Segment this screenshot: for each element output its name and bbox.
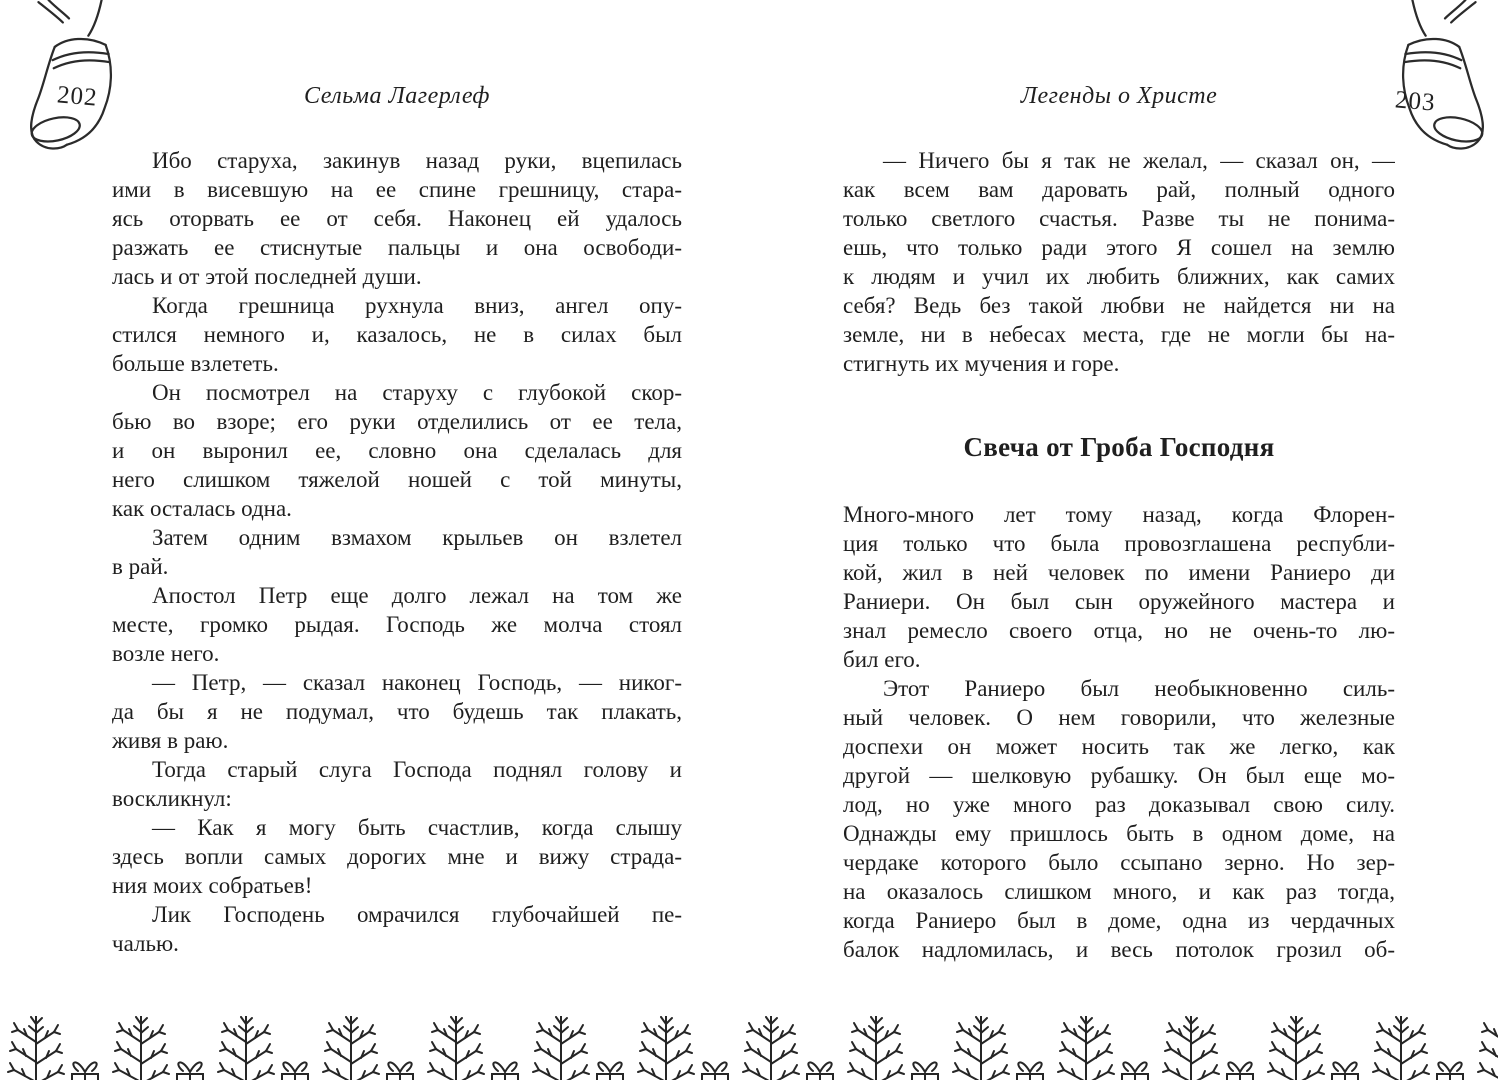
- christmas-tree-sprig-icon: [321, 1016, 381, 1080]
- running-head-title: Легенды о Христе: [1020, 83, 1218, 109]
- gift-box-icon: [1328, 1046, 1362, 1080]
- text-line: ими в висевшую на ее спине грешницу, стара-: [112, 177, 682, 202]
- border-unit: [1365, 1016, 1470, 1080]
- christmas-tree-sprig-icon: [1476, 1016, 1498, 1080]
- right-page-text-after-heading: [843, 500, 1395, 964]
- border-unit: [1470, 1016, 1498, 1080]
- christmas-tree-sprig-icon: [216, 1016, 276, 1080]
- text-line: ния моих собратьев!: [112, 873, 313, 898]
- gift-box-icon: [1433, 1046, 1467, 1080]
- text-line: месте, громко рыдая. Господь же молча стоял: [112, 612, 682, 637]
- left-page-text: [112, 146, 682, 958]
- text-line: чалью.: [112, 931, 179, 956]
- gift-box-icon: [1013, 1046, 1047, 1080]
- text-line: когда Раниеро был в доме, одна из чердачных: [843, 908, 1395, 933]
- right-page-text: [843, 146, 1395, 964]
- text-line: разжать ее стиснутые пальцы и она освободи-: [112, 235, 682, 260]
- text-line: Лик Господень омрачился глубочайшей пе-: [152, 902, 682, 927]
- text-line: только светлого счастья. Разве ты не понима-: [843, 206, 1395, 231]
- right-page-text-before-heading: [843, 146, 1395, 378]
- border-unit: [105, 1016, 210, 1080]
- christmas-tree-sprig-icon: [6, 1016, 66, 1080]
- text-line: — Как я могу быть счастлив, когда слышу: [152, 815, 682, 840]
- text-line: себя? Ведь без такой любви не найдется ни на: [843, 293, 1395, 318]
- text-line: Однажды ему пришлось быть в одном доме, на: [843, 821, 1395, 846]
- text-line: доспехи он может носить так же легко, как: [843, 734, 1395, 759]
- text-line: Этот Раниеро был необыкновенно силь-: [883, 676, 1395, 701]
- gift-box-icon: [698, 1046, 732, 1080]
- text-line: чердаке которого было ссыпано зерно. Но зер-: [843, 850, 1395, 875]
- text-line: воскликнул:: [112, 786, 232, 811]
- text-line: ция только что была провозглашена республи-: [843, 531, 1395, 556]
- gift-box-icon: [278, 1046, 312, 1080]
- text-line: Когда грешница рухнула вниз, ангел опу-: [152, 293, 682, 318]
- christmas-tree-sprig-icon: [531, 1016, 591, 1080]
- gift-box-icon: [1118, 1046, 1152, 1080]
- text-line: да бы я не подумал, что будешь так плакать,: [112, 699, 682, 724]
- text-line: бил его.: [843, 647, 921, 672]
- border-unit: [210, 1016, 315, 1080]
- text-line: Апостол Петр еще долго лежал на том же: [152, 583, 682, 608]
- chapter-heading: Свеча от Гроба Господня: [963, 432, 1275, 462]
- text-line: Раниери. Он был сын оружейного мастера и: [843, 589, 1395, 614]
- text-line: здесь вопли самых дорогих мне и вижу страда-: [112, 844, 682, 869]
- text-line: возле него.: [112, 641, 220, 666]
- text-line: другой — шелковую рубашку. Он был еще мо-: [843, 763, 1395, 788]
- border-unit: [0, 1016, 105, 1080]
- text-line: балок надломилась, и весь потолок грозил об-: [843, 937, 1395, 962]
- christmas-tree-sprig-icon: [1056, 1016, 1116, 1080]
- border-unit: [315, 1016, 420, 1080]
- border-unit: [1260, 1016, 1365, 1080]
- christmas-tree-sprig-icon: [1371, 1016, 1431, 1080]
- border-unit: [945, 1016, 1050, 1080]
- text-line: к людям и учил их любить ближних, как самих: [843, 264, 1395, 289]
- christmas-tree-sprig-icon: [111, 1016, 171, 1080]
- christmas-stocking-icon: [1388, 0, 1498, 158]
- text-line: знал ремесло своего отца, но не очень-то лю-: [843, 618, 1395, 643]
- text-line: лод, но уже много раз доказывал свою силу.: [843, 792, 1395, 817]
- gift-box-icon: [173, 1046, 207, 1080]
- christmas-tree-sprig-icon: [426, 1016, 486, 1080]
- gift-box-icon: [68, 1046, 102, 1080]
- gift-box-icon: [383, 1046, 417, 1080]
- text-line: ешь, что только ради этого Я сошел на землю: [843, 235, 1395, 260]
- text-line: кой, жил в ней человек по имени Раниеро ди: [843, 560, 1395, 585]
- text-line: ный человек. О нем говорили, что железные: [843, 705, 1395, 730]
- border-unit: [1050, 1016, 1155, 1080]
- text-line: стигнуть их мучения и горе.: [843, 351, 1120, 376]
- border-unit: [420, 1016, 525, 1080]
- text-line: него слишком тяжелой ношей с той минуты,: [112, 467, 682, 492]
- text-line: — Ничего бы я так не желал, — сказал он, —: [883, 148, 1395, 173]
- text-line: — Петр, — сказал наконец Господь, — никог-: [152, 670, 682, 695]
- christmas-tree-sprig-icon: [1266, 1016, 1326, 1080]
- text-line: больше взлететь.: [112, 351, 279, 376]
- christmas-tree-sprig-icon: [1161, 1016, 1221, 1080]
- border-unit: [735, 1016, 840, 1080]
- bottom-border: [0, 1016, 1498, 1080]
- gift-box-icon: [593, 1046, 627, 1080]
- text-line: на оказалось слишком много, и как раз тогда,: [843, 879, 1395, 904]
- text-line: Ибо старуха, закинув назад руки, вцепилась: [152, 148, 682, 173]
- text-line: как осталась одна.: [112, 496, 292, 521]
- border-unit: [840, 1016, 945, 1080]
- gift-box-icon: [488, 1046, 522, 1080]
- text-line: Затем одним взмахом крыльев он взлетел: [152, 525, 682, 550]
- christmas-tree-sprig-icon: [951, 1016, 1011, 1080]
- christmas-stocking-icon: [14, 0, 126, 158]
- border-unit: [630, 1016, 735, 1080]
- text-line: как всем вам даровать рай, полный одного: [843, 177, 1395, 202]
- christmas-tree-sprig-icon: [636, 1016, 696, 1080]
- text-line: живя в раю.: [112, 728, 229, 753]
- page-number-left: 202: [55, 81, 99, 112]
- text-line: земле, ни в небесах места, где не могли бы на-: [843, 322, 1395, 347]
- gift-box-icon: [803, 1046, 837, 1080]
- running-head-author: Сельма Лагерлеф: [304, 83, 490, 109]
- text-line: бью во взоре; его руки отделились от ее тела,: [112, 409, 682, 434]
- text-line: Тогда старый слуга Господа поднял голову и: [152, 757, 682, 782]
- christmas-tree-sprig-icon: [741, 1016, 801, 1080]
- text-line: ясь оторвать ее от себя. Наконец ей удалось: [112, 206, 682, 231]
- text-line: лась и от этой последней души.: [112, 264, 422, 289]
- text-line: в рай.: [112, 554, 169, 579]
- text-line: стился немного и, казалось, не в силах был: [112, 322, 682, 347]
- christmas-tree-sprig-icon: [846, 1016, 906, 1080]
- gift-box-icon: [1223, 1046, 1257, 1080]
- text-line: Много-много лет тому назад, когда Флорен-: [843, 502, 1395, 527]
- border-unit: [1155, 1016, 1260, 1080]
- page-number-right: 203: [1393, 86, 1437, 117]
- text-line: и он выронил ее, словно она сделалась для: [112, 438, 682, 463]
- text-line: Он посмотрел на старуху с глубокой скор-: [152, 380, 682, 405]
- gift-box-icon: [908, 1046, 942, 1080]
- border-unit: [525, 1016, 630, 1080]
